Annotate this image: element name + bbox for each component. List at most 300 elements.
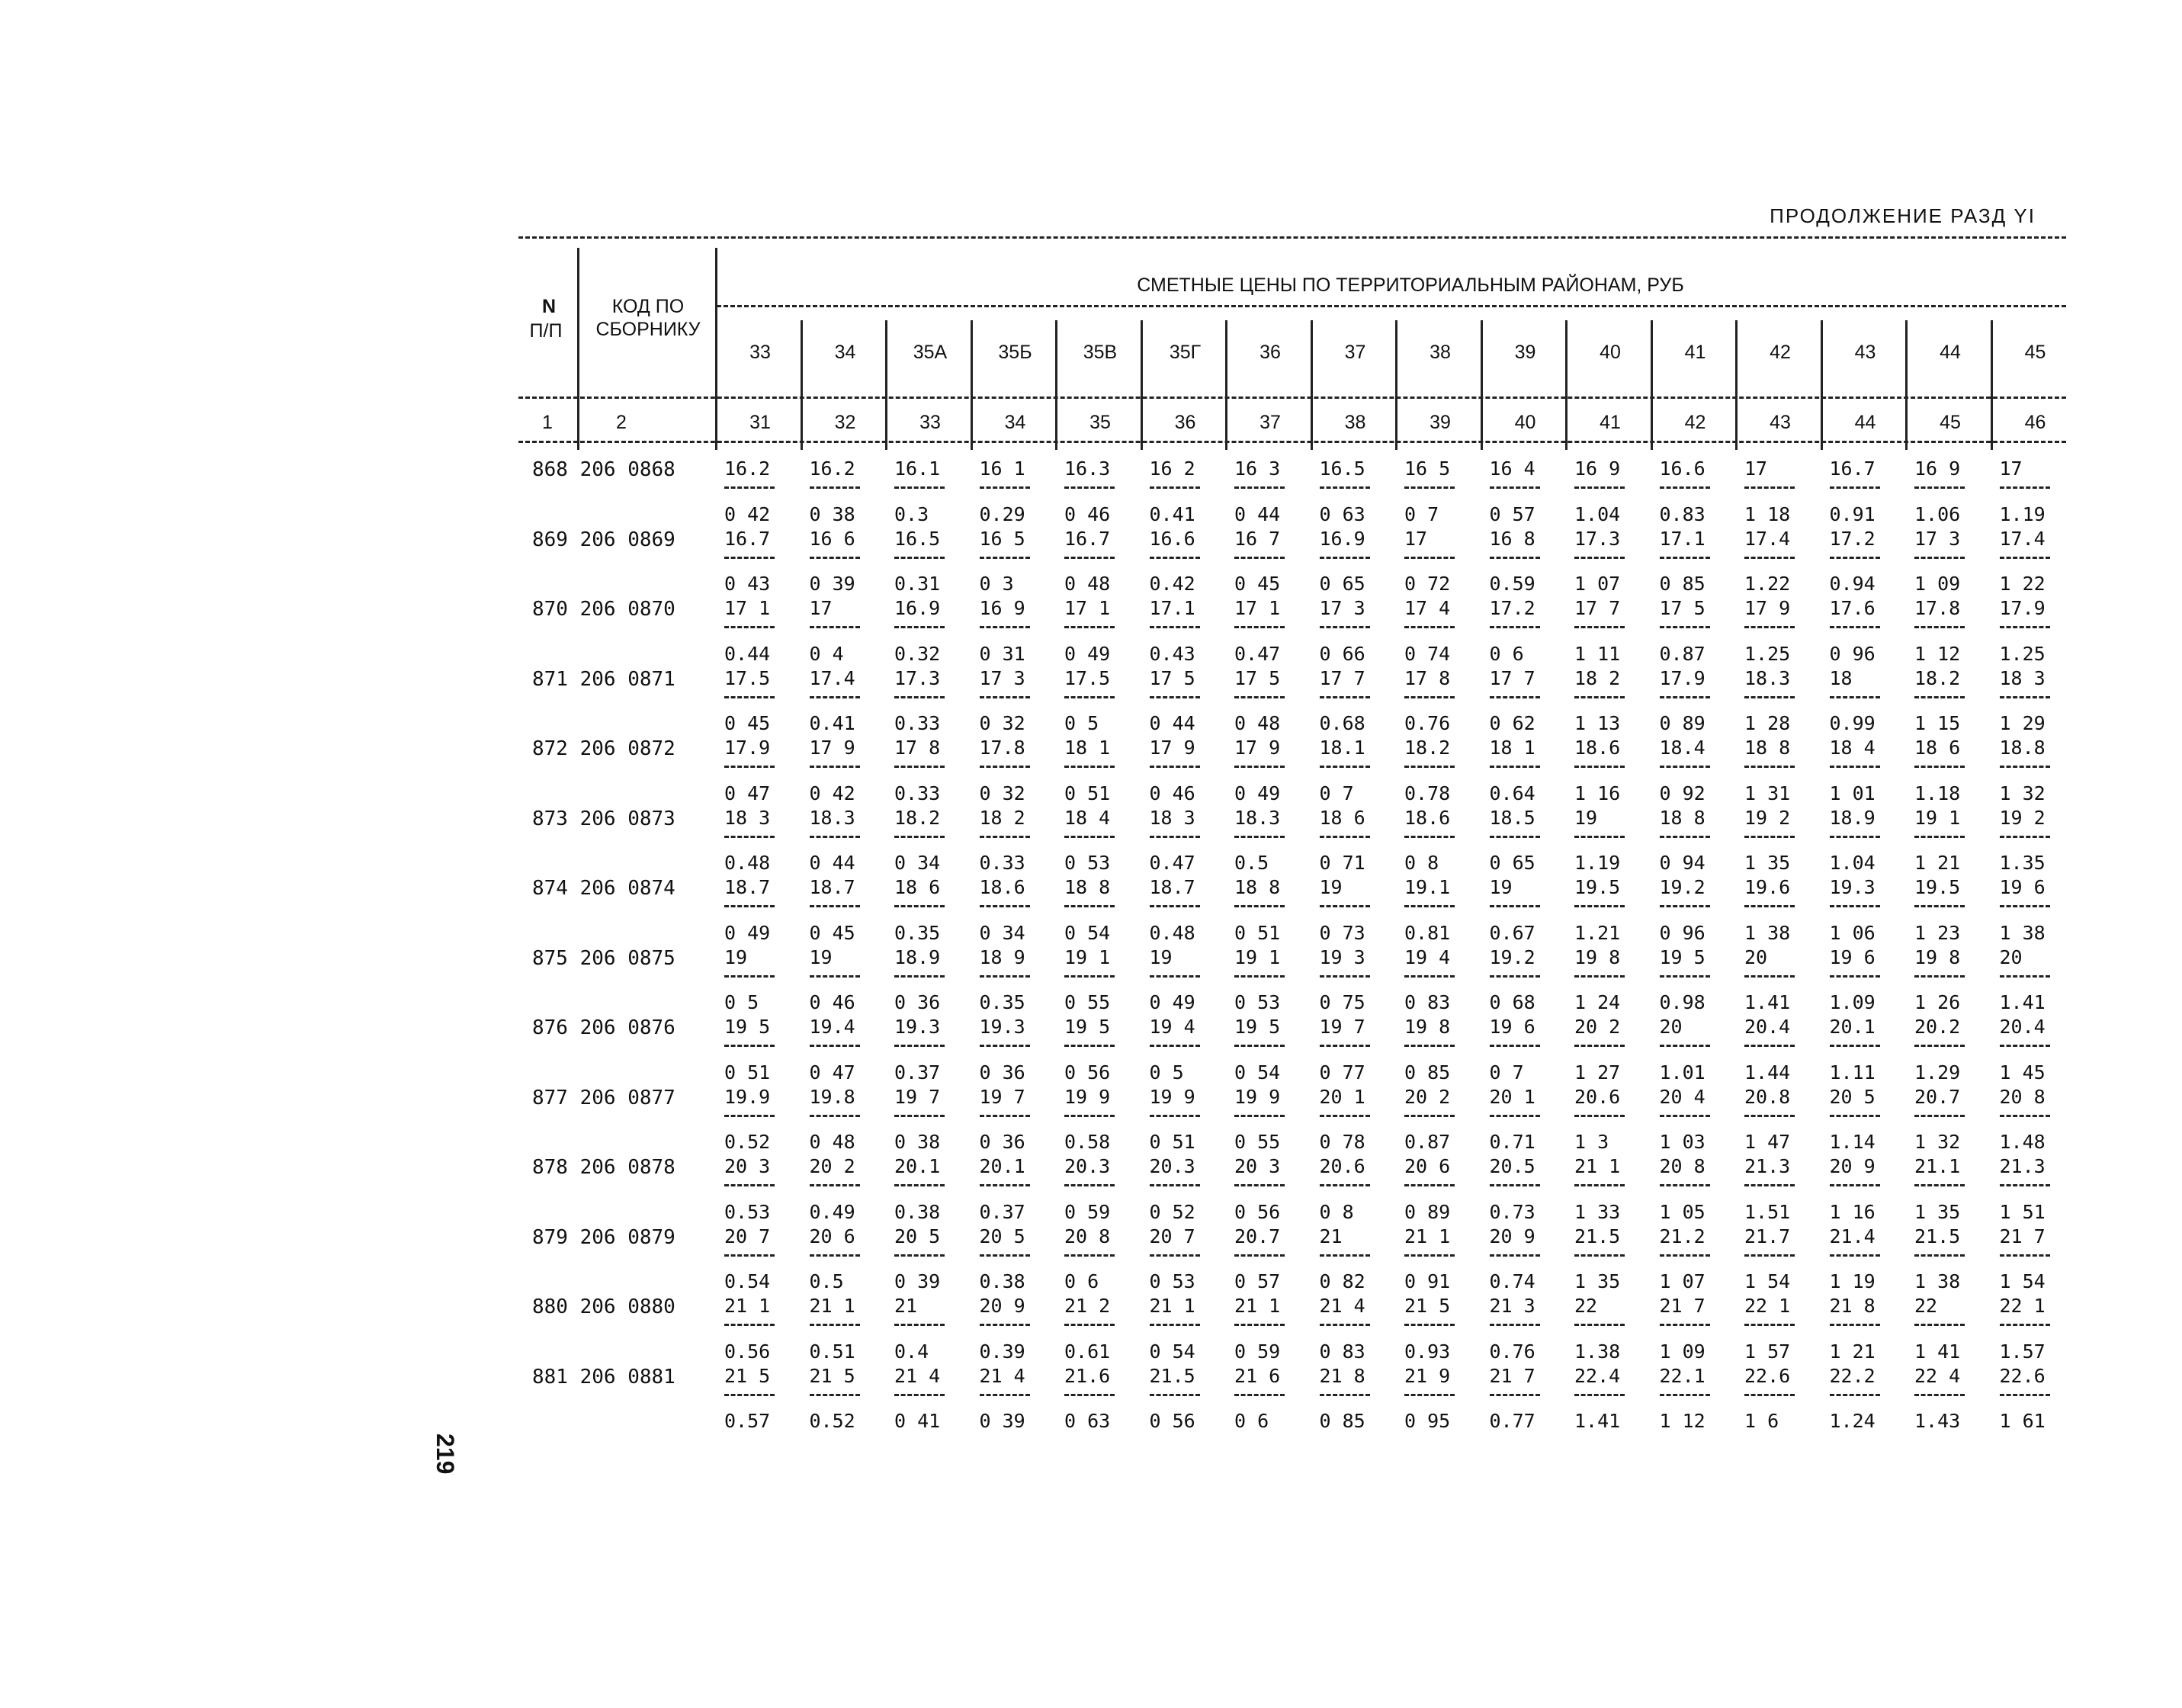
cell-price-value: 18.8 <box>1999 737 2046 759</box>
cell-secondary-value: 0.53 <box>724 1200 771 1223</box>
cell-price-value: 16.7 <box>1064 527 1111 550</box>
cell-secondary-value: 0.76 <box>1404 712 1451 734</box>
table-top-rule <box>518 236 2066 239</box>
cell-secondary-value: 0 75 <box>1319 991 1365 1013</box>
cell-price-value: 19 2 <box>1999 806 2046 829</box>
cell-divider-dash <box>1404 696 1455 698</box>
cell-secondary-value: 0.33 <box>894 782 941 804</box>
cell-secondary-value: 0.4 <box>894 1340 929 1363</box>
cell-price-value: 19 <box>724 946 748 968</box>
cell-price-value: 18.5 <box>1489 806 1535 829</box>
cell-price-value: 18 8 <box>1659 806 1705 829</box>
column-divider <box>1055 320 1057 450</box>
cell-price-value: 22 <box>1574 1295 1598 1317</box>
cell-secondary-value: 0.98 <box>1659 991 1705 1013</box>
cell-secondary-value: 0 44 <box>809 852 855 874</box>
column-divider <box>1991 320 1993 450</box>
cell-divider-dash <box>1574 766 1625 768</box>
cell-divider-dash <box>724 486 775 489</box>
cell-price-value: 19 1 <box>1064 946 1111 968</box>
cell-divider-dash <box>1744 766 1795 768</box>
cell-price-value: 18 3 <box>1149 806 1195 829</box>
cell-price-value: 17 8 <box>894 737 941 759</box>
cell-secondary-value: 0 94 <box>1659 852 1705 874</box>
cell-price-value: 19.3 <box>1829 876 1876 898</box>
cell-secondary-value: 1 07 <box>1574 573 1621 595</box>
cell-price-value: 19 4 <box>1149 1016 1195 1038</box>
cell-secondary-value: 0 55 <box>1234 1131 1281 1153</box>
cell-secondary-value: 0.51 <box>809 1340 855 1363</box>
cell-divider-dash <box>724 1045 775 1047</box>
column-divider <box>1311 320 1313 450</box>
cell-price-value: 20.4 <box>1744 1016 1791 1038</box>
cell-divider-dash <box>2000 836 2050 838</box>
cell-secondary-value: 0.44 <box>724 642 771 665</box>
cell-price-value: 16 6 <box>809 527 855 550</box>
cell-divider-dash <box>1320 975 1370 978</box>
cell-secondary-value: 0 6 <box>1064 1270 1099 1292</box>
cell-secondary-value: 0.5 <box>809 1270 844 1292</box>
cell-secondary-value: 1 54 <box>1999 1270 2046 1292</box>
cell-secondary-value: 0 63 <box>1064 1410 1111 1432</box>
cell-divider-dash <box>1660 486 1710 489</box>
cell-secondary-value: 0.99 <box>1829 712 1876 734</box>
cell-secondary-value: 0.35 <box>894 921 941 944</box>
cell-secondary-value: 0.39 <box>979 1340 1025 1363</box>
cell-price-value: 20 <box>1744 946 1768 968</box>
cell-divider-dash <box>724 557 775 559</box>
cell-price-value: 19.6 <box>1744 876 1791 898</box>
cell-price-value: 21 7 <box>1999 1225 2046 1247</box>
cell-divider-dash <box>1830 1324 1880 1326</box>
row-label: 876 206 0876 <box>532 1016 675 1039</box>
cell-secondary-value: 0 49 <box>724 921 771 944</box>
cell-divider-dash <box>1150 1394 1200 1396</box>
cell-divider-dash <box>980 1184 1030 1186</box>
cell-divider-dash <box>1914 1184 1965 1186</box>
cell-secondary-value: 1 01 <box>1829 782 1876 804</box>
cell-price-value: 17 4 <box>1404 597 1451 619</box>
cell-divider-dash <box>1320 905 1370 907</box>
cell-divider-dash <box>1064 975 1115 978</box>
cell-price-value: 20 9 <box>1829 1155 1876 1177</box>
cell-divider-dash <box>894 486 945 489</box>
cell-secondary-value: 0.29 <box>979 502 1025 525</box>
cell-divider-dash <box>1150 1184 1200 1186</box>
cell-divider-dash <box>1660 1394 1710 1396</box>
cell-secondary-value: 1 22 <box>1999 573 2046 595</box>
cell-divider-dash <box>2000 557 2050 559</box>
cell-secondary-value: 0.38 <box>979 1270 1025 1292</box>
cell-divider-dash <box>1320 557 1370 559</box>
cell-secondary-value: 1 29 <box>1999 712 2046 734</box>
cell-divider-dash <box>1404 1115 1455 1117</box>
cell-secondary-value: 1.06 <box>1914 502 1961 525</box>
cell-secondary-value: 1.11 <box>1829 1061 1876 1084</box>
cell-divider-dash <box>1404 1394 1455 1396</box>
cell-secondary-value: 0 49 <box>1064 642 1111 665</box>
column-header-region: 35Б <box>998 342 1032 363</box>
cell-price-value: 19 8 <box>1404 1016 1451 1038</box>
cell-secondary-value: 0 46 <box>809 991 855 1013</box>
cell-price-value: 21 2 <box>1064 1295 1111 1317</box>
cell-price-value: 20.4 <box>1999 1016 2046 1038</box>
cell-secondary-value: 1.44 <box>1744 1061 1791 1084</box>
cell-divider-dash <box>1490 1254 1540 1257</box>
cell-divider-dash <box>1064 1324 1115 1326</box>
cell-secondary-value: 0 56 <box>1064 1061 1111 1084</box>
cell-price-value: 17 <box>1744 458 1768 480</box>
cell-secondary-value: 0 62 <box>1489 712 1535 734</box>
cell-price-value: 19 9 <box>1234 1085 1281 1108</box>
cell-price-value: 20 9 <box>979 1295 1025 1317</box>
cell-price-value: 22 4 <box>1914 1364 1961 1387</box>
cell-divider-dash <box>1660 1184 1710 1186</box>
cell-price-value: 17.8 <box>979 737 1025 759</box>
cell-divider-dash <box>980 626 1030 628</box>
column-number: 34 <box>1004 412 1026 433</box>
cell-secondary-value: 0 39 <box>979 1410 1025 1432</box>
cell-price-value: 17 5 <box>1659 597 1705 619</box>
cell-divider-dash <box>1914 975 1965 978</box>
cell-divider-dash <box>2000 975 2050 978</box>
column-header-region: 40 <box>1600 342 1621 363</box>
cell-secondary-value: 0 43 <box>724 573 771 595</box>
cell-divider-dash <box>724 1394 775 1396</box>
cell-secondary-value: 0 45 <box>1234 573 1281 595</box>
cell-secondary-value: 0 77 <box>1319 1061 1365 1084</box>
column-divider <box>1395 320 1397 450</box>
cell-secondary-value: 0 92 <box>1659 782 1705 804</box>
cell-divider-dash <box>810 836 860 838</box>
cell-price-value: 17 9 <box>809 737 855 759</box>
cell-divider-dash <box>1574 1045 1625 1047</box>
cell-secondary-value: 1 3 <box>1574 1131 1609 1153</box>
cell-secondary-value: 0.37 <box>894 1061 941 1084</box>
cell-divider-dash <box>1660 1115 1710 1117</box>
cell-secondary-value: 0 85 <box>1404 1061 1451 1084</box>
cell-secondary-value: 0 8 <box>1404 852 1439 874</box>
cell-secondary-value: 0 51 <box>1234 921 1281 944</box>
cell-price-value: 22.6 <box>1744 1364 1791 1387</box>
cell-divider-dash <box>2000 696 2050 698</box>
cell-price-value: 19 1 <box>1234 946 1281 968</box>
cell-price-value: 17.8 <box>1914 597 1961 619</box>
cell-price-value: 21 1 <box>809 1295 855 1317</box>
cell-divider-dash <box>1914 836 1965 838</box>
page-number: 219 <box>432 1434 459 1475</box>
cell-divider-dash <box>1490 1115 1540 1117</box>
cell-secondary-value: 0.47 <box>1234 642 1281 665</box>
cell-price-value: 21.2 <box>1659 1225 1705 1247</box>
cell-secondary-value: 0 52 <box>1149 1200 1195 1223</box>
cell-divider-dash <box>1490 975 1540 978</box>
cell-divider-dash <box>1914 626 1965 628</box>
cell-secondary-value: 0 7 <box>1404 502 1439 525</box>
cell-secondary-value: 0 34 <box>894 852 941 874</box>
cell-price-value: 19.5 <box>1914 876 1961 898</box>
cell-price-value: 17 5 <box>1234 666 1281 689</box>
cell-divider-dash <box>1574 1254 1625 1257</box>
cell-divider-dash <box>894 1324 945 1326</box>
cell-secondary-value: 0.43 <box>1149 642 1195 665</box>
cell-divider-dash <box>1150 557 1200 559</box>
cell-price-value: 21 5 <box>809 1364 855 1387</box>
cell-divider-dash <box>810 486 860 489</box>
cell-price-value: 17.3 <box>894 666 941 689</box>
cell-divider-dash <box>980 1394 1030 1396</box>
cell-price-value: 20 7 <box>1149 1225 1195 1247</box>
column-number: 1 <box>542 412 553 433</box>
cell-price-value: 19.2 <box>1489 946 1535 968</box>
cell-price-value: 17.6 <box>1829 597 1876 619</box>
cell-secondary-value: 1 33 <box>1574 1200 1621 1223</box>
cell-divider-dash <box>810 905 860 907</box>
column-header-region: 34 <box>834 342 856 363</box>
cell-price-value: 20.7 <box>1914 1085 1961 1108</box>
column-number: 45 <box>1940 412 1961 433</box>
cell-secondary-value: 1 18 <box>1744 502 1791 525</box>
cell-price-value: 19 4 <box>1404 946 1451 968</box>
cell-divider-dash <box>1914 1045 1965 1047</box>
cell-secondary-value: 0 46 <box>1064 502 1111 525</box>
cell-secondary-value: 0 91 <box>1404 1270 1451 1292</box>
cell-price-value: 17.9 <box>1999 597 2046 619</box>
column-number: 39 <box>1430 412 1451 433</box>
cell-price-value: 18 6 <box>1319 806 1365 829</box>
cell-price-value: 19 6 <box>1489 1016 1535 1038</box>
cell-divider-dash <box>1064 1045 1115 1047</box>
cell-secondary-value: 0 32 <box>979 712 1025 734</box>
cell-secondary-value: 1 61 <box>1999 1410 2046 1432</box>
cell-price-value: 21 5 <box>1404 1295 1451 1317</box>
cell-secondary-value: 1.04 <box>1574 502 1621 525</box>
cell-divider-dash <box>2000 1184 2050 1186</box>
cell-divider-dash <box>1234 1184 1285 1186</box>
cell-divider-dash <box>1660 975 1710 978</box>
cell-price-value: 20.2 <box>1914 1016 1961 1038</box>
cell-divider-dash <box>724 975 775 978</box>
row-label: 877 206 0877 <box>532 1086 675 1109</box>
cell-divider-dash <box>1660 557 1710 559</box>
cell-divider-dash <box>1234 975 1285 978</box>
column-number-rule <box>518 441 2066 443</box>
cell-price-value: 20 <box>1999 946 2023 968</box>
cell-divider-dash <box>1490 1324 1540 1326</box>
cell-divider-dash <box>894 1115 945 1117</box>
cell-divider-dash <box>1234 1115 1285 1117</box>
cell-divider-dash <box>1234 1254 1285 1257</box>
column-header-region: 43 <box>1854 342 1876 363</box>
cell-secondary-value: 0 59 <box>1064 1200 1111 1223</box>
cell-secondary-value: 0 36 <box>979 1061 1025 1084</box>
cell-price-value: 18 9 <box>979 946 1025 968</box>
cell-divider-dash <box>1744 975 1795 978</box>
row-label: 880 206 0880 <box>532 1295 675 1318</box>
cell-price-value: 16.6 <box>1659 458 1705 480</box>
cell-divider-dash <box>1150 1115 1200 1117</box>
cell-price-value: 22.4 <box>1574 1364 1621 1387</box>
cell-secondary-value: 0.61 <box>1064 1340 1111 1363</box>
cell-secondary-value: 0.74 <box>1489 1270 1535 1292</box>
cell-secondary-value: 0 48 <box>809 1131 855 1153</box>
cell-secondary-value: 0 48 <box>1234 712 1281 734</box>
cell-price-value: 21.5 <box>1574 1225 1621 1247</box>
header-code-2: СБОРНИКУ <box>595 319 701 340</box>
cell-price-value: 20 2 <box>1574 1016 1621 1038</box>
price-header-rule <box>717 305 2066 307</box>
cell-price-value: 17 1 <box>1234 597 1281 619</box>
cell-price-value: 19 8 <box>1574 946 1621 968</box>
row-label: 871 206 0871 <box>532 667 675 691</box>
cell-divider-dash <box>1150 1045 1200 1047</box>
cell-price-value: 20 5 <box>1829 1085 1876 1108</box>
cell-divider-dash <box>980 486 1030 489</box>
header-n: N <box>541 296 557 317</box>
cell-divider-dash <box>2000 766 2050 768</box>
cell-divider-dash <box>1574 905 1625 907</box>
cell-price-value: 20 8 <box>1999 1085 2046 1108</box>
cell-divider-dash <box>894 975 945 978</box>
cell-secondary-value: 1 54 <box>1744 1270 1791 1292</box>
column-divider <box>801 320 803 450</box>
cell-secondary-value: 1 13 <box>1574 712 1621 734</box>
cell-divider-dash <box>1404 1184 1455 1186</box>
cell-divider-dash <box>1744 1324 1795 1326</box>
cell-secondary-value: 0 6 <box>1234 1410 1269 1432</box>
cell-secondary-value: 0.67 <box>1489 921 1535 944</box>
cell-secondary-value: 0.42 <box>1149 573 1195 595</box>
cell-price-value: 20 8 <box>1659 1155 1705 1177</box>
cell-secondary-value: 1.14 <box>1829 1131 1876 1153</box>
cell-price-value: 20 6 <box>1404 1155 1451 1177</box>
cell-divider-dash <box>1150 975 1200 978</box>
cell-secondary-value: 1 24 <box>1574 991 1621 1013</box>
section-continuation-label: ПРОДОЛЖЕНИЕ РАЗД YI <box>1770 204 2036 227</box>
column-number: 44 <box>1854 412 1876 433</box>
cell-divider-dash <box>1150 766 1200 768</box>
cell-price-value: 17.9 <box>724 737 771 759</box>
cell-price-value: 18.1 <box>1319 737 1365 759</box>
cell-secondary-value: 0 66 <box>1319 642 1365 665</box>
cell-price-value: 17 3 <box>1319 597 1365 619</box>
cell-secondary-value: 1 35 <box>1914 1200 1961 1223</box>
cell-divider-dash <box>1744 1184 1795 1186</box>
cell-secondary-value: 0 59 <box>1234 1340 1281 1363</box>
row-label: 870 206 0870 <box>532 598 675 621</box>
cell-price-value: 20 2 <box>809 1155 855 1177</box>
cell-divider-dash <box>1574 626 1625 628</box>
cell-divider-dash <box>1150 1254 1200 1257</box>
cell-price-value: 19 <box>1149 946 1173 968</box>
cell-divider-dash <box>1320 836 1370 838</box>
cell-divider-dash <box>1660 1045 1710 1047</box>
cell-divider-dash <box>1490 696 1540 698</box>
cell-secondary-value: 0.58 <box>1064 1131 1111 1153</box>
cell-price-value: 16.2 <box>724 458 771 480</box>
cell-secondary-value: 0 44 <box>1234 502 1281 525</box>
cell-secondary-value: 1 05 <box>1659 1200 1705 1223</box>
cell-price-value: 16 9 <box>979 597 1025 619</box>
cell-divider-dash <box>1660 766 1710 768</box>
cell-secondary-value: 0 57 <box>1234 1270 1281 1292</box>
cell-price-value: 18.2 <box>894 806 941 829</box>
cell-divider-dash <box>1490 905 1540 907</box>
cell-price-value: 19.3 <box>979 1016 1025 1038</box>
cell-price-value: 18 2 <box>979 806 1025 829</box>
cell-secondary-value: 0 65 <box>1489 852 1535 874</box>
cell-divider-dash <box>1914 1254 1965 1257</box>
cell-secondary-value: 1.51 <box>1744 1200 1791 1223</box>
cell-secondary-value: 1 47 <box>1744 1131 1791 1153</box>
cell-divider-dash <box>1234 626 1285 628</box>
cell-secondary-value: 0.52 <box>809 1410 855 1432</box>
header-bottom-rule <box>518 396 2066 399</box>
cell-secondary-value: 1.29 <box>1914 1061 1961 1084</box>
cell-secondary-value: 1.25 <box>1744 642 1791 665</box>
cell-price-value: 16.9 <box>1319 527 1365 550</box>
cell-secondary-value: 0.59 <box>1489 573 1535 595</box>
cell-secondary-value: 0 38 <box>809 502 855 525</box>
cell-secondary-value: 0 89 <box>1659 712 1705 734</box>
cell-divider-dash <box>724 1115 775 1117</box>
cell-divider-dash <box>1234 766 1285 768</box>
cell-secondary-value: 0 41 <box>894 1410 941 1432</box>
cell-price-value: 18.3 <box>1234 806 1281 829</box>
cell-secondary-value: 0 32 <box>979 782 1025 804</box>
cell-price-value: 17.4 <box>1999 527 2046 550</box>
cell-divider-dash <box>810 1045 860 1047</box>
cell-price-value: 16 4 <box>1489 458 1535 480</box>
cell-price-value: 17 <box>1404 527 1428 550</box>
cell-price-value: 22.1 <box>1659 1364 1705 1387</box>
cell-secondary-value: 1.48 <box>1999 1131 2046 1153</box>
cell-price-value: 20.6 <box>1574 1085 1621 1108</box>
cell-price-value: 18.9 <box>894 946 941 968</box>
cell-price-value: 18 8 <box>1234 876 1281 898</box>
cell-secondary-value: 0 6 <box>1489 642 1524 665</box>
cell-price-value: 16.6 <box>1149 527 1195 550</box>
cell-divider-dash <box>894 905 945 907</box>
column-header-region: 35В <box>1083 342 1118 363</box>
cell-price-value: 19.1 <box>1404 876 1451 898</box>
cell-divider-dash <box>1320 1115 1370 1117</box>
cell-divider-dash <box>1660 836 1710 838</box>
cell-divider-dash <box>1490 486 1540 489</box>
cell-price-value: 18.9 <box>1829 806 1876 829</box>
cell-secondary-value: 0 47 <box>724 782 771 804</box>
cell-secondary-value: 1 6 <box>1744 1410 1779 1432</box>
cell-price-value: 19.2 <box>1659 876 1705 898</box>
cell-price-value: 19 <box>809 946 833 968</box>
cell-divider-dash <box>894 626 945 628</box>
cell-secondary-value: 1.09 <box>1829 991 1876 1013</box>
cell-divider-dash <box>810 1115 860 1117</box>
cell-price-value: 20.7 <box>1234 1225 1281 1247</box>
cell-price-value: 18.6 <box>1404 806 1451 829</box>
column-number: 40 <box>1514 412 1536 433</box>
cell-price-value: 17 3 <box>1914 527 1961 550</box>
column-number: 42 <box>1684 412 1706 433</box>
cell-price-value: 20 9 <box>1489 1225 1535 1247</box>
column-divider <box>1735 320 1738 450</box>
cell-secondary-value: 0 74 <box>1404 642 1451 665</box>
cell-secondary-value: 0 4 <box>809 642 844 665</box>
column-divider <box>1481 320 1483 450</box>
cell-divider-dash <box>1490 1394 1540 1396</box>
cell-secondary-value: 0 65 <box>1319 573 1365 595</box>
cell-price-value: 17 8 <box>1404 666 1451 689</box>
